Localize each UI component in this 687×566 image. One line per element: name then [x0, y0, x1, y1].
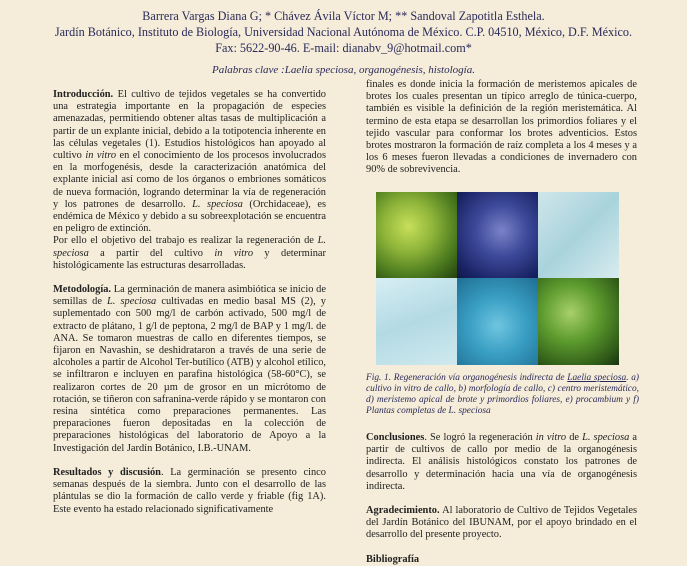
caption-text-1: Fig. 1. Regeneración vía organogénesis indirecta de — [366, 373, 568, 383]
intro-text-1: El cultivo de tejidos vegetales se ha convertido una estrategia importante en la propagación de especies amenazadas, permitiendo obtener altas tasas de multiplicación a partir de un explante inicial, debido a la totipotencia inherente en las células vegetales (1). Estudios histológicos han apoyado al cultivo — [53, 89, 326, 162]
objective-paragraph — [53, 235, 326, 272]
figure-caption — [366, 373, 639, 417]
intro-title: Introducción. — [53, 89, 114, 100]
results-title: Resultados y discusión — [53, 466, 161, 478]
caption-species: Laelia speciosa — [567, 373, 627, 383]
header — [0, 8, 687, 56]
figure-panel-c — [538, 192, 619, 278]
figure-1-image-grid — [376, 192, 619, 365]
contact-line: Fax: 5622-90-46. E-mail: dianabv_9@hotmail.com* — [215, 41, 472, 55]
bibliography-heading — [366, 554, 637, 566]
acknowledgement-text: Al laboratorio de Cultivo de Tejidos Vegetales del Jardín Botánico del IBUNAM, por el apoyo brindado en el desarrollo del presente proyecto. — [366, 505, 637, 541]
intro-text-2: en el conocimiento de los procesos involucrados en la morfogenésis, desde la caracterización anatómica del explante inicial así como de los órganos o embriones somáticos de nueva formación, logrando determinar la vía de regeneración y los patrones de desarrollo. — [53, 150, 326, 210]
conclusions-text-2: de — [566, 432, 583, 443]
objective-italic-2: in vitro — [214, 247, 254, 259]
conclusions-italic-2: L. speciosa — [582, 432, 630, 443]
conclusions-paragraph — [366, 432, 637, 493]
intro-text-3: (Orchidaceae), es endémica de México y debido a su sobreexplotación se encuentra en peligro de extinción. — [53, 198, 326, 235]
methods-title: Metodología. — [53, 284, 112, 296]
objective-text-2: a partir del cultivo — [88, 247, 215, 259]
caption-text-2: . a) cultivo in vitro de callo, b) morfología de callo, c) centro meristemático, d) meristemo apical de brote y primordios foliares, e) procambium y f) Plantas completas de L. speciosa — [366, 373, 640, 416]
intro-paragraph — [53, 89, 326, 235]
intro-italic-1: in vitro — [85, 150, 117, 162]
methods-text-2: cultivadas en medio basal MS (2), y suplementado con 500 mg/l de carbón activado, 500 mg/l de extracto de plátano, 1 g/l de peptona, 2 mg/l de BAP y 1 mg/l. de ANA. Se tomaron muestras de callo en diferentes tiempos, se fijaron en Navashin, se deshidrataron a través de una serie de alcoholes a partir de Alcohol Ter-butílico (ATB) y alcohol etílico, se infiltraron e incluyen en parafina histológica (58-60°C), se realizaron cortes de 20 µm de grosor en un micrótomo de rotación, se tiñeron con safranina-verde rápido y se montaron con resina sintética como preparaciones permanentes. Las preparaciones fueron depositadas en la colección de preparaciones histológicas del laboratorio de Apoyo a la Investigación del Jardín Botánico, I.B.-UNAM. — [53, 296, 326, 454]
methods-text-1: La germinación de manera asimbiótica se inicio de semillas de — [53, 284, 326, 308]
objective-italic-1: L. speciosa — [53, 235, 326, 259]
objective-text-3: y determinar histológicamente las estructuras desarrolladas. — [53, 247, 326, 271]
bibliography-title: Bibliografía — [366, 553, 420, 565]
right-lower-column — [366, 432, 637, 566]
methods-italic-1: L. speciosa — [107, 296, 157, 308]
figure-panel-e — [457, 278, 538, 365]
figure-panel-f — [538, 278, 619, 365]
figure-panel-d — [376, 278, 457, 365]
left-column — [53, 89, 326, 516]
methods-paragraph — [53, 284, 326, 455]
authors-line: Barrera Vargas Diana G; * Chávez Ávila Víctor M; ** Sandoval Zapotitla Esthela. — [142, 9, 545, 23]
affiliation-line: Jardín Botánico, Instituto de Biología, Universidad Nacional Autónoma de México. C.P. 04510, México, D.F. México. — [54, 25, 633, 39]
objective-text-1: Por ello el objetivo del trabajo es realizar la regeneración de — [53, 235, 318, 247]
conclusions-text-3: a partir de cultivos de callo por medio de la organogénesis indirecta. El análisis histológicos constato los patrones de desarrollo y determinación hacia una vía de organogénesis indirecta. — [366, 432, 637, 492]
acknowledgement-paragraph — [366, 505, 637, 542]
intro-italic-2: L. speciosa — [192, 198, 243, 210]
results-continued: finales es donde inicia la formación de meristemos apicales de brotes los cuales presentan un típico arreglo de túnica-cuerpo, también es visible la definición de la región meristemática. Al termino de esta etapa se desarrollan los primordios foliares y el tejido vascular para conformar los brotes adventicios. Estos brotes mostraron la formación de raíz completa a los 4 meses y a los 6 meses fueron llevadas a condiciones de invernadero con 90% de sobrevivencia. — [366, 79, 637, 176]
results-paragraph — [53, 467, 326, 516]
figure-panel-b — [457, 192, 538, 278]
right-column — [366, 79, 637, 177]
conclusions-text-1: . Se logró la regeneración — [424, 432, 536, 443]
acknowledgement-title: Agradecimiento. — [366, 505, 440, 517]
conclusions-italic-1: in vitro — [535, 432, 567, 443]
figure-panel-a — [376, 192, 457, 278]
keywords-line: Palabras clave :Laelia speciosa, organogénesis, histología. — [212, 64, 475, 76]
results-text-1: . La germinación se presento cinco semanas después de la siembra. Junto con el desarrollo de las plántulas se dio la formación de callo verde y friable (fig 1A). Este evento ha estado relacionado significativamente — [53, 466, 326, 515]
conclusions-title: Conclusiones — [366, 432, 425, 443]
